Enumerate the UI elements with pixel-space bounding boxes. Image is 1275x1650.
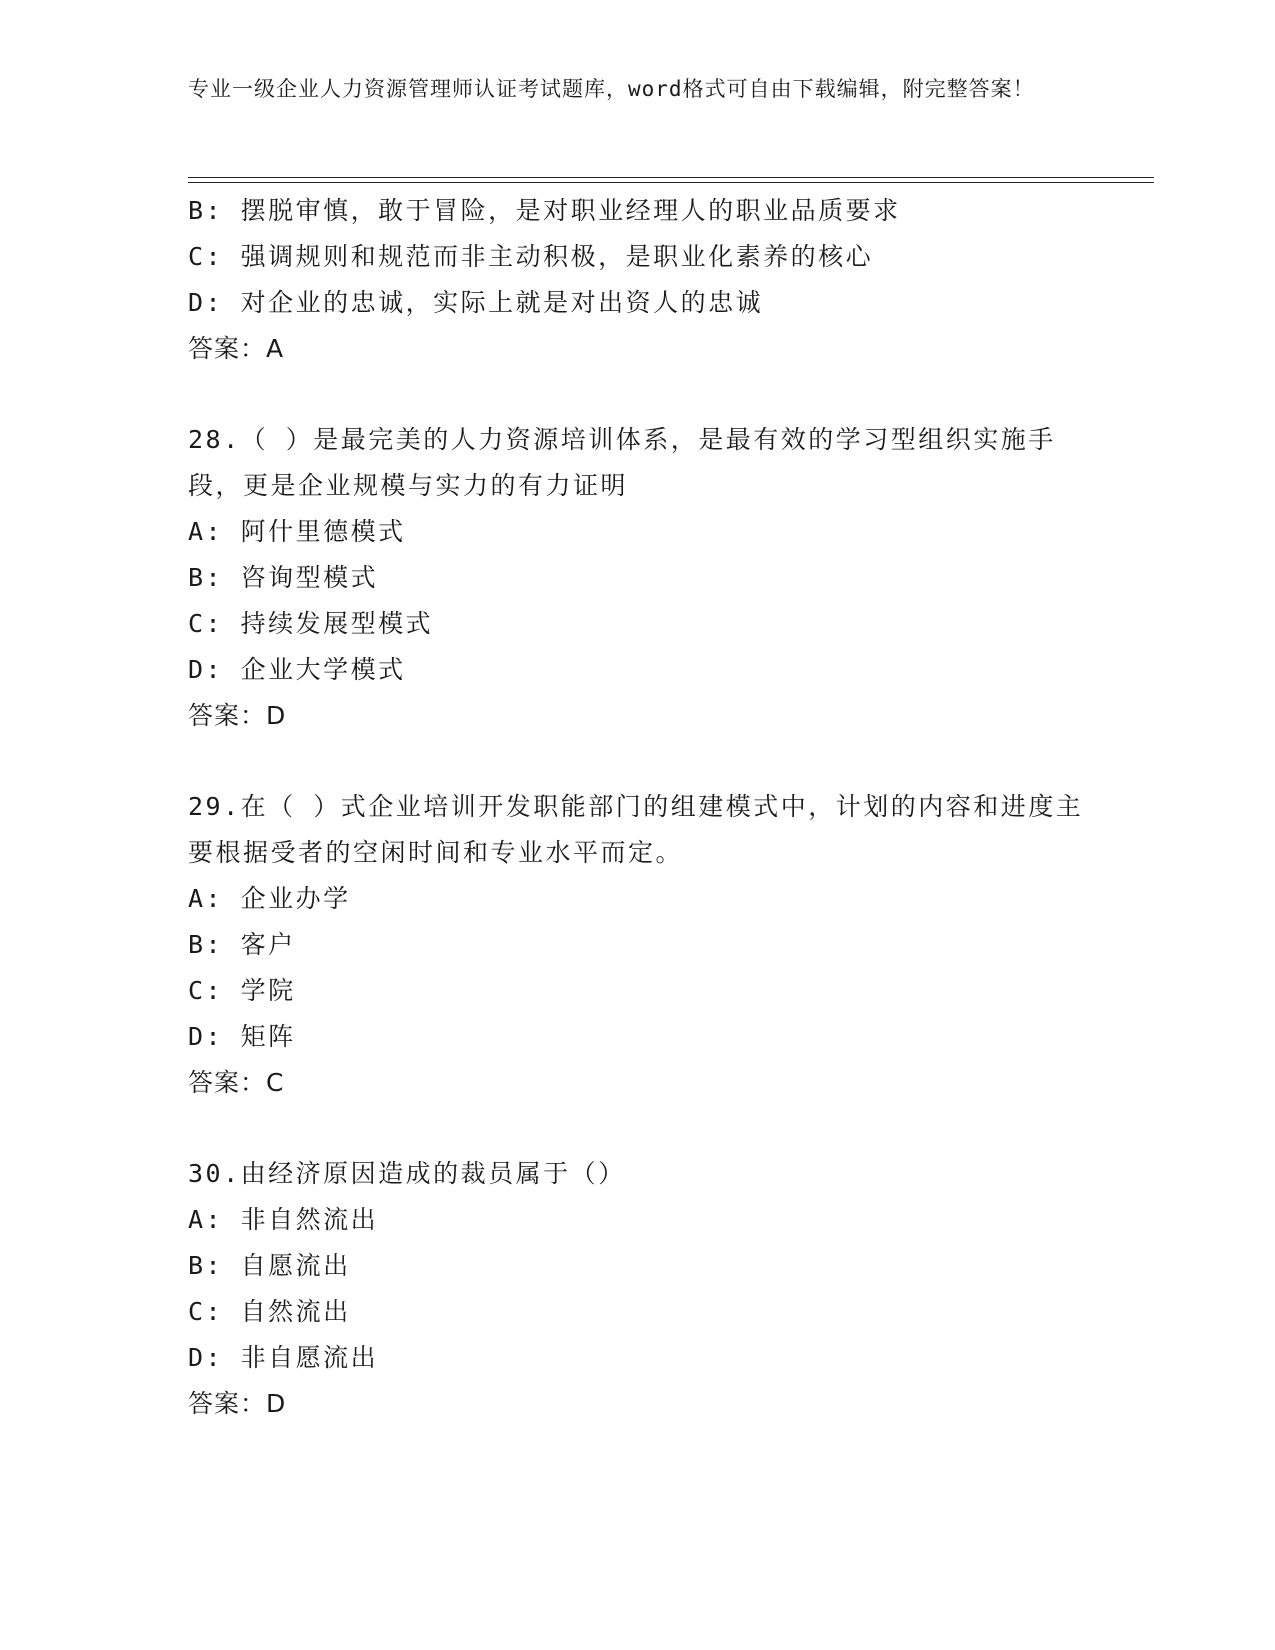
option-b: B: 自愿流出 bbox=[188, 1251, 351, 1280]
question-text: 28.（ ）是最完美的人力资源培训体系，是最有效的学习型组织实施手段，更是企业规模与实力的有力证明 bbox=[188, 425, 1056, 500]
document-header: 专业一级企业人力资源管理师认证考试题库，word格式可自由下载编辑，附完整答案！ bbox=[188, 77, 1035, 101]
option-b: B: 摆脱审慎，敢于冒险，是对职业经理人的职业品质要求 bbox=[188, 196, 901, 225]
answer-line: 答案：A bbox=[188, 334, 285, 363]
option-d: D: 非自愿流出 bbox=[188, 1343, 379, 1372]
answer-line: 答案：D bbox=[188, 1389, 287, 1418]
question-list bbox=[188, 188, 1088, 1427]
option-d: D: 对企业的忠诚，实际上就是对出资人的忠诚 bbox=[188, 288, 764, 317]
question-27-continued bbox=[188, 188, 1088, 372]
option-a: A: 阿什里德模式 bbox=[188, 517, 406, 546]
option-b: B: 咨询型模式 bbox=[188, 563, 379, 592]
header-divider-top bbox=[188, 177, 1154, 178]
option-a: A: 企业办学 bbox=[188, 884, 351, 913]
question-text: 29.在（ ）式企业培训开发职能部门的组建模式中，计划的内容和进度主要根据受者的空闲时间和专业水平而定。 bbox=[188, 792, 1084, 867]
question-28 bbox=[188, 417, 1088, 739]
option-b: B: 客户 bbox=[188, 930, 296, 959]
option-d: D: 矩阵 bbox=[188, 1022, 296, 1051]
header-divider-bottom bbox=[188, 182, 1154, 183]
question-29 bbox=[188, 784, 1088, 1106]
option-c: C: 强调规则和规范而非主动积极，是职业化素养的核心 bbox=[188, 242, 874, 271]
option-c: C: 学院 bbox=[188, 976, 296, 1005]
option-d: D: 企业大学模式 bbox=[188, 655, 406, 684]
option-c: C: 持续发展型模式 bbox=[188, 609, 434, 638]
option-a: A: 非自然流出 bbox=[188, 1205, 379, 1234]
question-30 bbox=[188, 1151, 1088, 1427]
answer-line: 答案：D bbox=[188, 701, 287, 730]
answer-line: 答案：C bbox=[188, 1068, 285, 1097]
option-c: C: 自然流出 bbox=[188, 1297, 351, 1326]
question-text: 30.由经济原因造成的裁员属于（） bbox=[188, 1159, 626, 1188]
